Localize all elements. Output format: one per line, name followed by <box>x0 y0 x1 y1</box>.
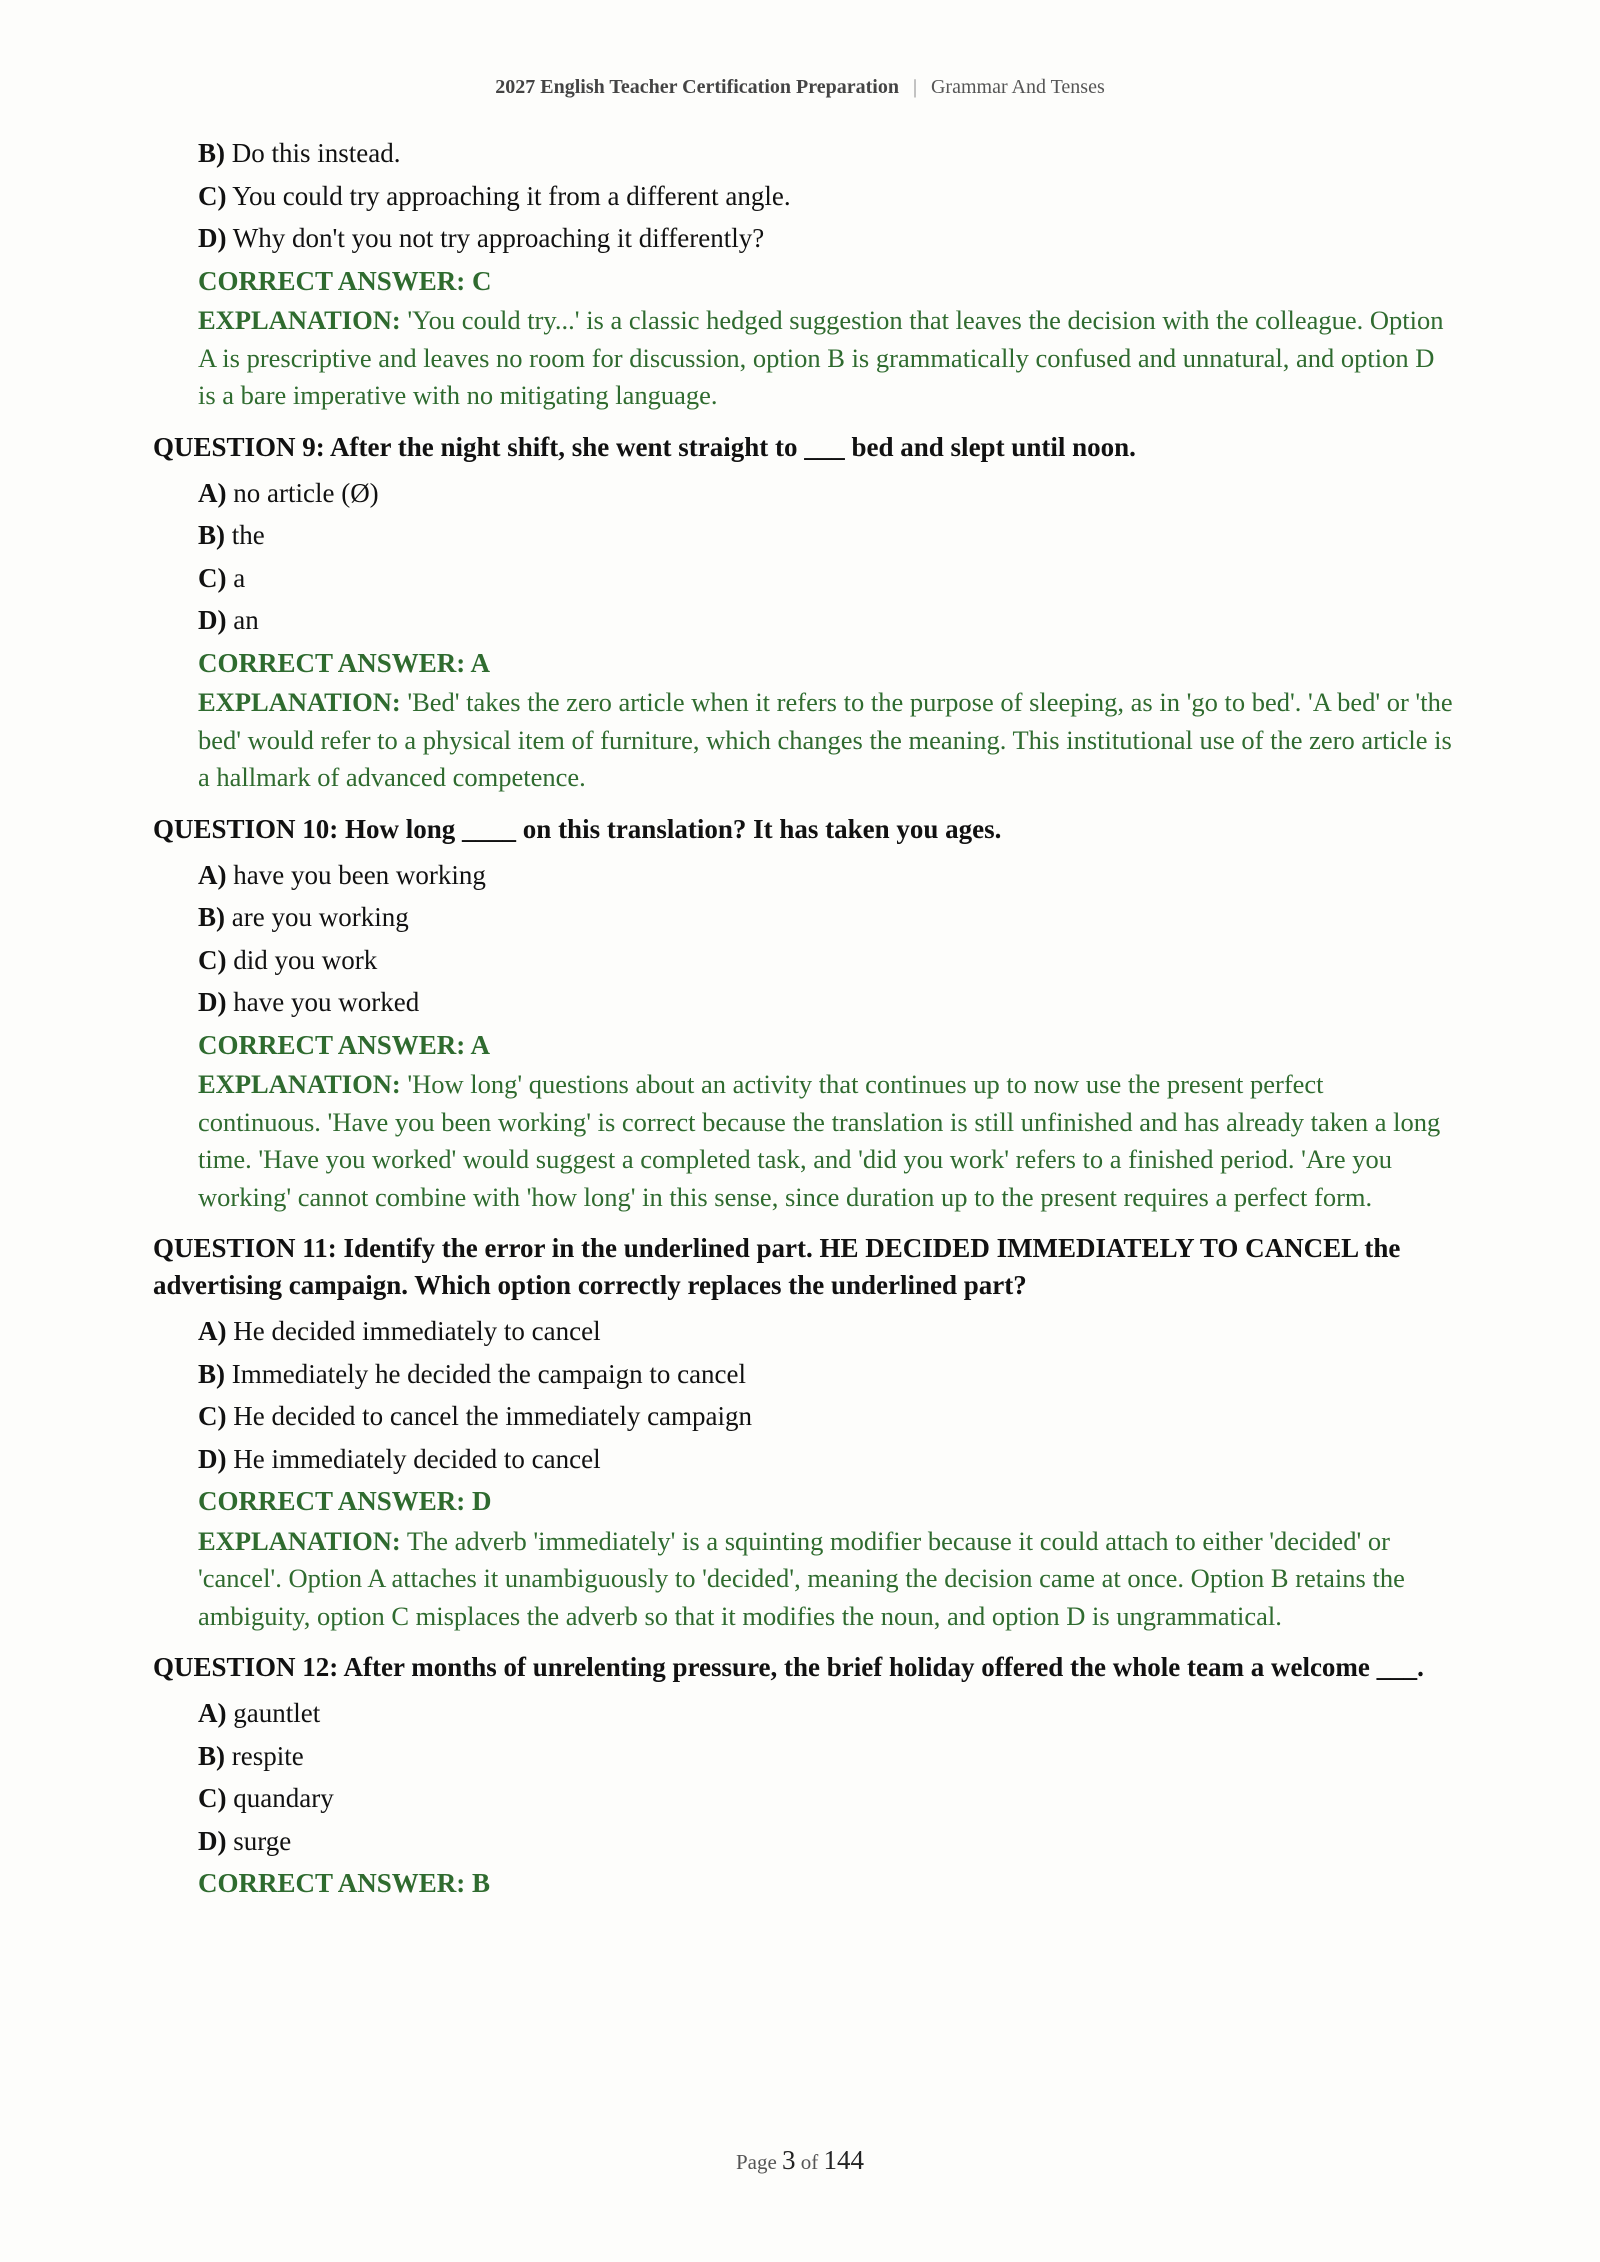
option-letter: C) <box>198 1401 227 1431</box>
option-text: are you working <box>231 902 409 932</box>
page-header <box>0 76 1600 99</box>
correct-answer: CORRECT ANSWER: C <box>198 265 492 296</box>
question-10 <box>153 811 1453 1217</box>
option-letter: C) <box>198 944 227 975</box>
explanation <box>153 1066 1453 1216</box>
option-b <box>153 1735 1453 1778</box>
option-text: have you worked <box>233 987 420 1017</box>
of-label: of <box>800 2150 819 2174</box>
explanation-text: 'Bed' takes the zero article when it refers to the purpose of sleeping, as in 'go to bed'. 'A bed' or 'the bed' would refer to a physical item of furniture, which changes the meaning. This institutional use of the zero article is a hallmark of advanced competence. <box>198 687 1453 792</box>
option-letter: D) <box>198 1443 227 1474</box>
option-d <box>153 981 1453 1024</box>
explanation <box>153 684 1453 797</box>
explanation <box>153 302 1453 415</box>
option-letter: B) <box>198 1740 225 1771</box>
option-d <box>153 1820 1453 1863</box>
option-letter: C) <box>198 180 227 211</box>
option-a <box>153 1692 1453 1735</box>
question-stem: QUESTION 10: How long ____ on this translation? It has taken you ages. <box>153 813 1002 844</box>
option-text: Do this instead. <box>231 138 401 168</box>
option-text: He decided to cancel the immediately campaign <box>233 1401 753 1431</box>
option-letter: C) <box>198 562 227 593</box>
option-letter: D) <box>198 223 227 253</box>
option-letter: A) <box>198 859 227 890</box>
question-stem: QUESTION 9: After the night shift, she went straight to ___ bed and slept until noon. <box>153 431 1136 462</box>
correct-answer: CORRECT ANSWER: A <box>198 647 491 678</box>
question-stem: QUESTION 11: Identify the error in the underlined part. HE DECIDED IMMEDIATELY TO CANCEL the advertising campaign. Which option correctly replaces the underlined part? <box>153 1233 1401 1300</box>
option-d <box>153 1438 1453 1481</box>
page-content <box>153 132 1453 1905</box>
option-text: quandary <box>233 1783 334 1813</box>
explanation-text: 'How long' questions about an activity that continues up to now use the present perfect continuous. 'Have you been working' is correct because the translation is still unfinished and has already taken a long time. 'Have you worked' would suggest a completed task, and 'did you work' refers to a finished period. 'Are you working' cannot combine with 'how long' in this sense, since duration up to the present requires a perfect form. <box>198 1069 1441 1212</box>
option-c <box>153 557 1453 600</box>
explanation-text: The adverb 'immediately' is a squinting modifier because it could attach to either 'decided' or 'cancel'. Option A attaches it unambiguously to 'decided', meaning the decision came at once. Option B retains the ambiguity, option C misplaces the adverb so that it modifies the noun, and option D is ungrammatical. <box>198 1525 1405 1631</box>
option-c <box>153 175 1453 218</box>
option-text: He immediately decided to cancel <box>233 1443 601 1474</box>
option-text: have you been working <box>233 859 486 890</box>
option-text: did you work <box>233 944 378 975</box>
option-a <box>153 854 1453 897</box>
option-d <box>153 599 1453 642</box>
explanation-label: EXPLANATION: <box>198 305 401 335</box>
option-b <box>153 514 1453 557</box>
correct-answer: CORRECT ANSWER: B <box>198 1868 491 1898</box>
option-text: a <box>233 562 246 593</box>
option-a <box>153 472 1453 515</box>
page-footer <box>0 2145 1600 2176</box>
option-text: Why don't you not try approaching it differently? <box>232 223 765 253</box>
correct-answer: CORRECT ANSWER: A <box>198 1029 491 1060</box>
option-letter: A) <box>198 1316 227 1346</box>
option-c <box>153 1395 1453 1438</box>
explanation-label: EXPLANATION: <box>198 687 401 717</box>
option-b <box>153 896 1453 939</box>
option-text: surge <box>233 1825 292 1856</box>
option-text: the <box>231 520 265 550</box>
option-text: respite <box>231 1740 304 1771</box>
explanation-label: EXPLANATION: <box>198 1069 401 1099</box>
option-a <box>153 1310 1453 1353</box>
option-letter: B) <box>198 902 225 932</box>
option-d <box>153 217 1453 260</box>
option-letter: A) <box>198 1698 227 1728</box>
question-11 <box>153 1230 1453 1635</box>
option-text: gauntlet <box>233 1698 321 1728</box>
explanation-text: 'You could try...' is a classic hedged suggestion that leaves the decision with the colleague. Option A is prescriptive and leaves no room for discussion, option B is grammatically confused and unnatural, and option D is a bare imperative with no mitigating language. <box>198 305 1444 410</box>
total-pages: 144 <box>823 2145 865 2175</box>
question-12 <box>153 1649 1453 1905</box>
header-title: 2027 English Teacher Certification Preparation <box>495 76 899 98</box>
option-text: an <box>233 605 259 635</box>
option-letter: D) <box>198 987 227 1017</box>
option-letter: C) <box>198 1783 227 1813</box>
question-stem: QUESTION 12: After months of unrelenting pressure, the brief holiday offered the whole team a welcome ___. <box>153 1652 1424 1682</box>
option-text: He decided immediately to cancel <box>233 1316 601 1346</box>
option-letter: D) <box>198 605 227 635</box>
page-label: Page <box>735 2150 777 2174</box>
explanation <box>153 1523 1453 1636</box>
page-number: 3 <box>782 2145 796 2175</box>
header-subtitle: Grammar And Tenses <box>930 76 1105 98</box>
explanation-label: EXPLANATION: <box>198 1525 401 1556</box>
correct-answer: CORRECT ANSWER: D <box>198 1486 492 1516</box>
option-c <box>153 1777 1453 1820</box>
option-letter: B) <box>198 138 225 168</box>
question-9 <box>153 429 1453 797</box>
option-letter: B) <box>198 520 225 550</box>
header-separator: | <box>912 76 917 98</box>
carryover-question <box>153 132 1453 415</box>
option-letter: D) <box>198 1825 227 1856</box>
option-b <box>153 132 1453 175</box>
option-text: You could try approaching it from a different angle. <box>232 180 791 211</box>
option-letter: B) <box>198 1358 225 1389</box>
option-b <box>153 1353 1453 1396</box>
option-text: no article (Ø) <box>233 477 379 508</box>
option-c <box>153 939 1453 982</box>
option-letter: A) <box>198 477 227 508</box>
option-text: Immediately he decided the campaign to cancel <box>231 1358 747 1389</box>
